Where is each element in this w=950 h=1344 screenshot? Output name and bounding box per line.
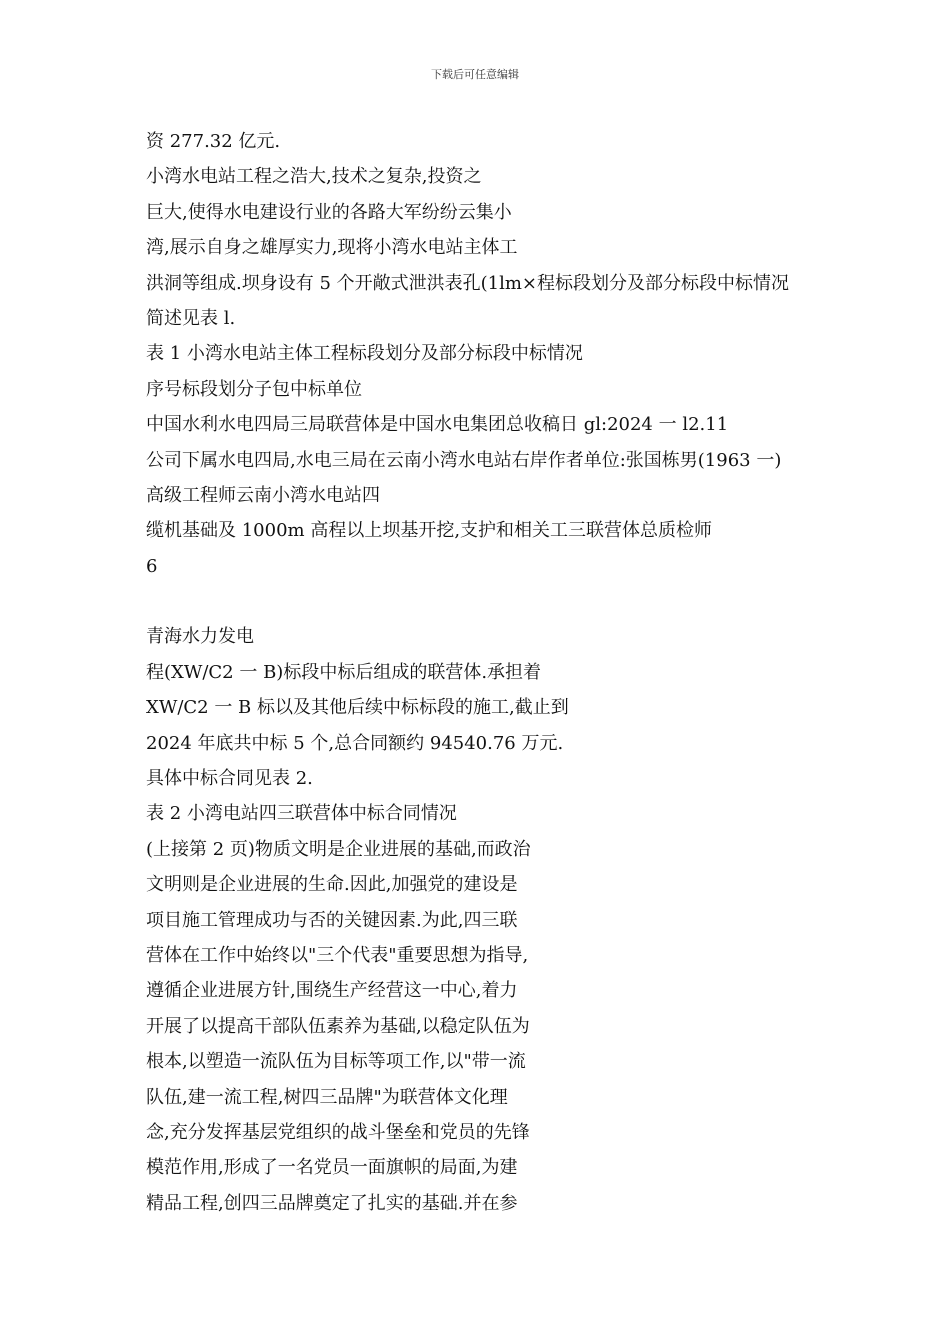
- page-header-note: 下载后可任意编辑: [431, 68, 519, 81]
- text-line: 巨大,使得水电建设行业的各路大军纷纷云集小: [146, 201, 512, 223]
- text-line: 文明则是企业进展的生命.因此,加强党的建设是: [146, 874, 518, 896]
- block-gap: [146, 584, 846, 619]
- text-block-2: [146, 619, 846, 1221]
- text-line: 程(XW/C2 一 B)标段中标后组成的联营体.承担着: [146, 661, 542, 683]
- text-line: 精品工程,创四三品牌奠定了扎实的基础.并在参: [146, 1192, 518, 1214]
- text-block-1: [146, 124, 846, 584]
- text-line: 2024 年底共中标 5 个,总合同额约 94540.76 万元.: [146, 732, 564, 754]
- table-header-row: 序号标段划分子包中标单位: [146, 378, 362, 400]
- text-line: 开展了以提高干部队伍素养为基础,以稳定队伍为: [146, 1015, 530, 1037]
- text-line: 遵循企业进展方针,围绕生产经营这一中心,着力: [146, 980, 518, 1002]
- text-line: 根本,以塑造一流队伍为目标等项工作,以"带一流: [146, 1051, 526, 1073]
- text-line: XW/C2 一 B 标以及其他后续中标标段的施工,截止到: [146, 697, 569, 719]
- document-body: [146, 124, 846, 1221]
- table-caption: 表 2 小湾电站四三联营体中标合同情况: [146, 803, 457, 825]
- text-line: 高级工程师云南小湾水电站四: [146, 484, 380, 506]
- text-line: 模范作用,形成了一名党员一面旗帜的局面,为建: [146, 1157, 518, 1179]
- text-line: 公司下属水电四局,水电三局在云南小湾水电站右岸作者单位:张国栋男(1963 一): [146, 449, 782, 471]
- text-line: 资 277.32 亿元.: [146, 131, 281, 152]
- text-line: 简述见表 l.: [146, 307, 236, 329]
- text-line: 队伍,建一流工程,树四三品牌"为联营体文化理: [146, 1086, 508, 1108]
- text-line: 中国水利水电四局三局联营体是中国水电集团总收稿日 gl:2024 一 l2.11: [146, 414, 729, 436]
- text-line: 洪洞等组成.坝身设有 5 个开敞式泄洪表孔(1lm×程标段划分及部分标段中标情况: [146, 272, 789, 294]
- journal-title: 青海水力发电: [146, 626, 254, 648]
- text-line: 缆机基础及 1000m 高程以上坝基开挖,支护和相关工三联营体总质检师: [146, 520, 713, 542]
- table-caption: 表 1 小湾水电站主体工程标段划分及部分标段中标情况: [146, 343, 583, 365]
- text-line: 小湾水电站工程之浩大,技术之复杂,投资之: [146, 166, 482, 188]
- text-line: 项目施工管理成功与否的关键因素.为此,四三联: [146, 909, 518, 931]
- page-number: 6: [146, 555, 158, 577]
- text-line: (上接第 2 页)物质文明是企业进展的基础,而政治: [146, 838, 531, 860]
- text-line: 念,充分发挥基层党组织的战斗堡垒和党员的先锋: [146, 1121, 530, 1143]
- text-line: 湾,展示自身之雄厚实力,现将小湾水电站主体工: [146, 237, 518, 259]
- text-line: 营体在工作中始终以"三个代表"重要思想为指导,: [146, 944, 529, 966]
- text-line: 具体中标合同见表 2.: [146, 768, 313, 790]
